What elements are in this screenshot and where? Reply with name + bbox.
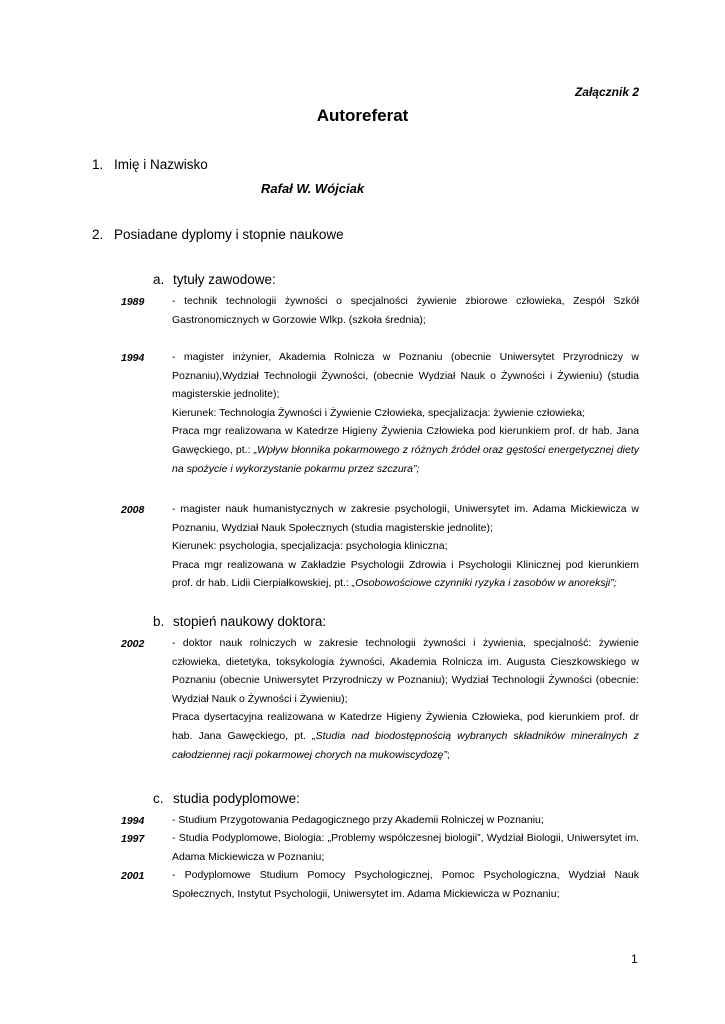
subsection-letter: b. <box>153 614 165 629</box>
section-number: 2. <box>92 227 104 242</box>
thesis-title: „Wpływ błonnika pokarmowego z różnych źródeł oraz gęstości energetycznej diety na spożycie i wykorzystanie pokarmu przez szczura”; <box>172 443 639 475</box>
thesis-suffix: ; <box>446 748 450 761</box>
entry-line: - doktor nauk rolniczych w zakresie technologii żywności i żywienia, specjalność: żywienie człowieka, dietetyka, toksykologia żywności, Akademia Rolnicza im. Augusta Cieszkowskiego w Poznaniu (obecnie Uniwersytet Przyrodniczy w Poznaniu); Wydział Technologii Żywności (obecnie: Wydział Nauk o Żywności i Żywieniu); <box>172 637 639 705</box>
thesis-line <box>172 422 639 478</box>
entry-year: 1994 <box>121 352 145 364</box>
entry-line: - Studium Przygotowania Pedagogicznego przy Akademii Rolniczej w Poznaniu; <box>172 814 544 826</box>
entry-text <box>172 866 639 903</box>
entry-year: 1997 <box>121 833 145 845</box>
section-title: Posiadane dyplomy i stopnie naukowe <box>114 227 344 242</box>
entry-line: - Studia Podyplomowe, Biologia: „Problemy współczesnej biologii”, Wydział Biologii, Uniwersytet im. Adama Mickiewicza w Poznaniu; <box>172 832 639 863</box>
section-number: 1. <box>92 157 104 172</box>
subsection-letter: c. <box>153 791 164 806</box>
entry-text <box>172 348 639 478</box>
thesis-line <box>172 556 639 593</box>
thesis-line <box>172 708 639 764</box>
entry-year: 1989 <box>121 296 145 308</box>
person-name: Rafał W. Wójciak <box>261 181 365 196</box>
entry-line: - technik technologii żywności o specjalności żywienie zbiorowe człowieka, Zespół Szkół Gastronomicznych w Gorzowie Wlkp. (szkoła średnia); <box>172 295 639 326</box>
entry-year: 1994 <box>121 815 145 827</box>
entry-line: Kierunek: Technologia Żywności i Żywienie Człowieka, specjalizacja: żywienie człowieka; <box>172 406 585 419</box>
entry-line: - magister nauk humanistycznych w zakresie psychologii, Uniwersytet im. Adama Mickiewicza w Poznaniu, Wydział Nauk Społecznych (studia magisterskie jednolite); <box>172 503 639 534</box>
entry-text <box>172 292 639 329</box>
document-title: Autoreferat <box>316 106 409 125</box>
entry-text <box>172 634 639 764</box>
subsection-title: stopień naukowy doktora: <box>173 614 327 629</box>
section-title: Imię i Nazwisko <box>114 157 208 172</box>
thesis-title: „Osobowościowe czynniki ryzyka i zasobów w anoreksji”; <box>351 577 617 590</box>
subsection-title: studia podyplomowe: <box>173 791 300 806</box>
page-number: 1 <box>631 952 638 966</box>
thesis-prefix: Praca dysertacyjna realizowana w Katedrze Higieny Żywienia Człowieka, pod kierunkiem prof. dr hab. Jana Gawęckiego, pt. <box>172 711 639 742</box>
thesis-prefix: Praca mgr realizowana w Katedrze Higieny Żywienia Człowieka pod kierunkiem prof. dr hab. Jana Gawęckiego, pt.: <box>172 425 639 456</box>
subsection-title: tytuły zawodowe: <box>173 272 276 287</box>
entry-text <box>172 500 639 593</box>
thesis-title: „Studia nad biodostępnością wybranych składników mineralnych z całodziennej racji pokarmowej chorych na mukowiscydozę” <box>172 729 639 761</box>
entry-line: Kierunek: psychologia, specjalizacja: psychologia kliniczna; <box>172 540 448 553</box>
attachment-label: Załącznik 2 <box>574 85 639 99</box>
entry-line: - Podyplomowe Studium Pomocy Psychologicznej, Pomoc Psychologiczna, Wydział Nauk Społecznych, Instytut Psychologii, Uniwersytet im. Adama Mickiewicza w Poznaniu; <box>172 869 639 900</box>
entry-text <box>172 829 639 866</box>
subsection-letter: a. <box>153 272 165 287</box>
entry-year: 2001 <box>121 870 145 882</box>
entry-year: 2002 <box>121 638 145 650</box>
entry-year: 2008 <box>121 504 145 516</box>
entry-line: - magister inżynier, Akademia Rolnicza w Poznaniu (obecnie Uniwersytet Przyrodniczy w Poznaniu),Wydział Technologii Żywności, (obecnie Wydział Nauk o Żywności i Żywieniu) (studia magisterskie jednolite); <box>172 351 639 401</box>
entry-text <box>172 811 639 830</box>
thesis-prefix: Praca mgr realizowana w Zakładzie Psychologii Zdrowia i Psychologii Klinicznej pod kierunkiem prof. dr hab. Lidii Cierpiałkowskiej, pt.: <box>172 558 639 590</box>
